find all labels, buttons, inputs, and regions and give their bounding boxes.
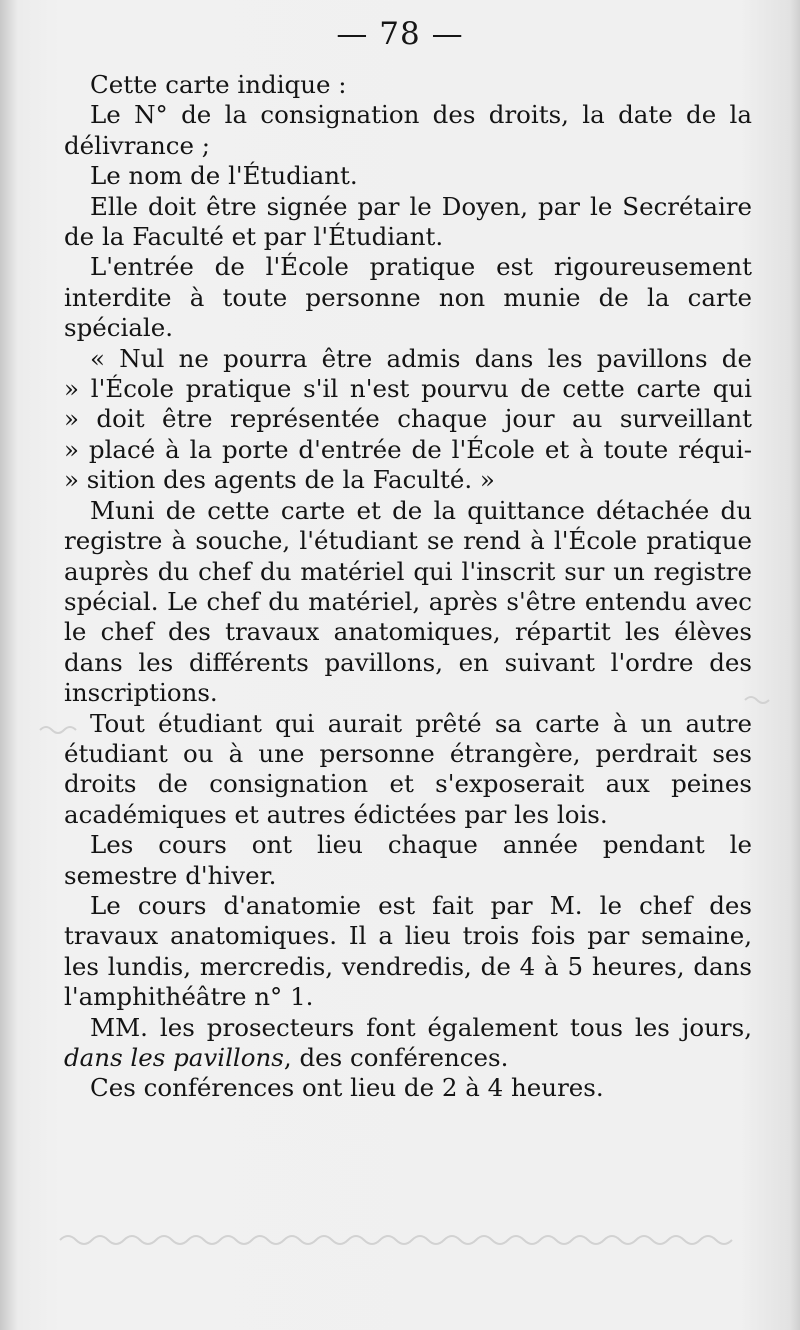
- paragraph: Cette carte indique :: [90, 70, 347, 99]
- paragraph: Le nom de l'Étudiant.: [90, 161, 358, 191]
- paragraph: Tout étudiant qui aurait prêté sa carte à un autre étudiant ou à une personne étrangère, perdrait ses droits de consignation et s'exposerait aux peines académiques et autres édictées par les lois.: [64, 708, 752, 829]
- paragraph: Les cours ont lieu chaque année pendant le semestre d'hiver.: [64, 830, 752, 890]
- paragraph: Le N° de la consignation des droits, la date de la délivrance ;: [64, 100, 752, 160]
- paragraph: Le cours d'anatomie est fait par M. le chef des travaux anatomiques. Il a lieu trois fois par semaine, les lundis, mercredis, vendredis, de 4 à 5 heures, dans l'amphithéâtre n° 1.: [64, 890, 752, 1012]
- paragraph: L'entrée de l'École pratique est rigoureusement interdite à toute personne non munie de la carte spéciale.: [64, 252, 752, 343]
- quote-line: » sition des agents de la Faculté. »: [64, 465, 495, 495]
- paragraph-start: MM. les prosecteurs font également tous les jours,: [90, 1012, 752, 1042]
- quote-line: » doit être représentée chaque jour au surveillant: [64, 404, 752, 434]
- paragraph: Muni de cette carte et de la quittance détachée du registre à souche, l'étudiant se rend à l'École pratique auprès du chef du matériel qui l'inscrit sur un registre spécial. Le chef du matériel, après s'être entendu avec le chef des travaux anatomiques, répartit les élèves dans les différents pavillons, en suivant l'ordre des inscriptions.: [64, 495, 752, 708]
- paragraph: Ces conférences ont lieu de 2 à 4 heures.: [90, 1073, 604, 1103]
- quote-line: « Nul ne pourra être admis dans les pavillons de: [90, 343, 752, 373]
- quote-line: » l'École pratique s'il n'est pourvu de cette carte qui: [64, 374, 752, 404]
- italic-phrase: dans les pavillons: [64, 1043, 284, 1072]
- page-body: [64, 70, 752, 1104]
- paragraph: Elle doit être signée par le Doyen, par le Secrétaire de la Faculté et par l'Étudiant.: [64, 191, 752, 252]
- quote-line: » placé à la porte d'entrée de l'École et à toute réqui-: [64, 434, 752, 464]
- page-number: — 78 —: [336, 16, 464, 52]
- paragraph: [64, 1013, 752, 1074]
- quote-block: [64, 344, 752, 496]
- paragraph-end: , des conférences.: [283, 1043, 509, 1072]
